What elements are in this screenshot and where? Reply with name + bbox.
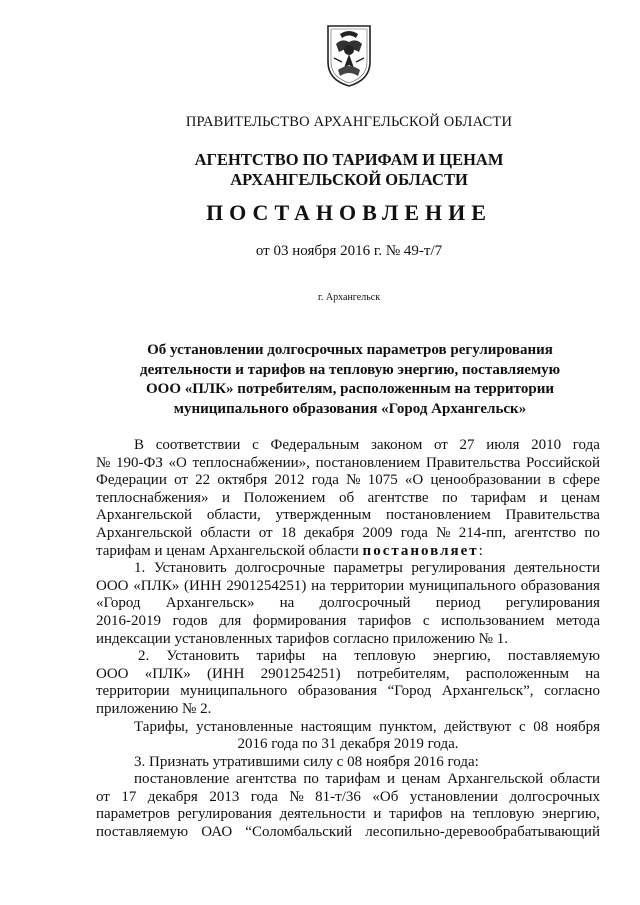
word: (ИНН [184, 577, 222, 594]
word: от [174, 472, 188, 489]
word: с [518, 718, 526, 735]
word: «Об [372, 788, 399, 805]
word: Архангельской [447, 771, 544, 788]
word: ценообразовании [430, 472, 541, 489]
word: «О [404, 472, 424, 489]
resolution-verb: постановляет [362, 542, 479, 559]
word: В [134, 437, 145, 453]
word: № [96, 454, 111, 471]
paragraph-line [96, 543, 600, 561]
word: долгосрочный [319, 595, 411, 612]
agency-name [0, 150, 640, 190]
word: регулирования [505, 595, 600, 612]
word: с [422, 612, 430, 629]
word: об [338, 489, 355, 506]
paragraph-line [96, 648, 600, 666]
word: № [289, 788, 304, 805]
word: период [435, 595, 481, 612]
word: 2013 [209, 788, 240, 805]
word: действуют [444, 718, 512, 735]
word: лесопильно-деревообрабатывающий [365, 824, 600, 841]
word: деятельности [514, 560, 600, 577]
word: 08 [533, 718, 549, 735]
word: тарифы [256, 648, 306, 665]
word: 2010 [531, 437, 562, 453]
word: 2901254251) [260, 665, 341, 682]
word: на [279, 595, 295, 612]
word: Архангельской [96, 507, 192, 524]
word: долгосрочных [509, 788, 600, 805]
word: октября [217, 472, 268, 489]
word: на [585, 665, 600, 682]
paragraph-line [96, 771, 600, 789]
paragraph-line [96, 472, 600, 490]
word: 190-ФЗ [115, 454, 163, 471]
paragraph-line [96, 824, 600, 842]
preamble-last-line: тарифам и ценам Архангельской области [96, 542, 359, 559]
resolution-colon: : [478, 542, 483, 559]
word: на [311, 577, 326, 594]
word: постановление [134, 771, 230, 788]
document-date-number: от 03 ноября 2016 г. № 49-т/7 [255, 243, 443, 259]
word: 214-пп, [458, 524, 507, 541]
word: теплоснабжении», [192, 454, 310, 471]
paragraph-line [96, 701, 600, 719]
paragraph-line [96, 560, 600, 578]
word: сфере [562, 472, 600, 489]
word: установлении [409, 788, 498, 805]
word: энергию, [542, 806, 600, 823]
word: года [572, 437, 600, 453]
word: энергию, [432, 648, 491, 665]
word: образования [297, 683, 377, 700]
word: № [436, 524, 451, 541]
word: в [548, 472, 556, 489]
word: области, [206, 507, 261, 524]
subject-line: деятельности и тарифов на тепловую энергию, поставляемую [140, 361, 561, 378]
word: годов [172, 612, 208, 629]
paragraph-item-2 [96, 648, 600, 701]
word: агентство [514, 524, 577, 541]
word: ноября [555, 718, 600, 735]
word: образования [520, 577, 600, 594]
word: законом [370, 437, 423, 453]
word: декабря [147, 788, 198, 805]
paragraph-line [96, 455, 600, 473]
word: «Город [96, 595, 141, 612]
word: для [219, 612, 242, 629]
word: от [96, 788, 110, 805]
word: метода [556, 612, 600, 629]
coat-of-arms-icon [322, 22, 376, 88]
word: деятельности [279, 806, 366, 823]
paragraph-tariffs-validity [96, 719, 600, 737]
subject-line: муниципального образования «Город Архангельск» [173, 400, 527, 417]
word: «О [168, 454, 187, 471]
word: согласно [544, 683, 600, 700]
word: ценам [561, 489, 600, 506]
word: регулирования [177, 806, 272, 823]
paragraph-line [96, 666, 600, 684]
agency-name-line: АГЕНТСТВО ПО ТАРИФАМ И ЦЕНАМ [194, 150, 504, 169]
word: № [346, 472, 361, 489]
word: с [252, 437, 259, 453]
word: и [222, 489, 231, 506]
word: поставляемую [507, 648, 600, 665]
word: 81-т/36 [315, 788, 361, 805]
item-1-last-line: индексации установленных тарифов согласно приложению № 1. [96, 630, 508, 647]
document-subject [140, 341, 560, 419]
paragraph-line [96, 736, 600, 754]
word: поставляемую [96, 824, 189, 841]
word: территории [96, 683, 170, 700]
subject-line: Об установлении долгосрочных параметров регулирования [147, 342, 553, 358]
word: ООО [96, 577, 129, 594]
word: от [433, 437, 448, 453]
paragraph-line [96, 578, 600, 596]
word: года [400, 524, 428, 541]
word: Правительства [425, 454, 521, 471]
word: на [322, 648, 338, 665]
word: параметры [333, 560, 403, 577]
word: Установить [153, 560, 227, 577]
word: декабря [304, 524, 355, 541]
paragraph-line [96, 754, 600, 772]
word: года [250, 788, 278, 805]
word: 18 [280, 524, 296, 541]
word: 2012 [274, 472, 305, 489]
word: использованием [441, 612, 545, 629]
word: от [258, 524, 273, 541]
word: «ПЛК» [144, 665, 191, 682]
paragraph-preamble [96, 437, 600, 543]
paragraph-line [96, 719, 600, 737]
word: Положением [243, 489, 326, 506]
item-2-last-line: приложению № 2. [96, 700, 212, 717]
word: тарифам [325, 771, 381, 788]
word: ООО [96, 665, 129, 682]
word: тепловую [354, 648, 416, 665]
word: 1075 [367, 472, 398, 489]
paragraph-line [96, 789, 600, 807]
government-name: ПРАВИТЕЛЬСТВО АРХАНГЕЛЬСКОЙ ОБЛАСТИ [185, 114, 513, 130]
word: по [442, 489, 458, 506]
document-body [96, 437, 600, 842]
word: теплоснабжения» [96, 489, 209, 506]
word: агентстве [367, 489, 429, 506]
word: года [311, 472, 339, 489]
word: тарифов [389, 806, 443, 823]
word: Федеральным [270, 437, 360, 453]
word: тепловую [472, 806, 535, 823]
word: 22 [195, 472, 211, 489]
word: соответствии [155, 437, 241, 453]
word: по [303, 771, 319, 788]
document-type: ПОСТАНОВЛЕНИЕ [206, 200, 492, 225]
paragraph-line [96, 525, 600, 543]
word: ОАО [201, 824, 233, 841]
paragraph-item-1 [96, 560, 600, 630]
word: агентства [235, 771, 297, 788]
word: утвержденным [275, 507, 372, 524]
word: формирования [252, 612, 347, 629]
item-3-text: 3. Признать утратившими силу с 08 ноября 2016 года: [134, 753, 479, 770]
word: постановлением [315, 454, 421, 471]
paragraph-line [96, 437, 600, 455]
word: установленные [196, 718, 294, 735]
word: (ИНН [206, 665, 245, 682]
word: территории [330, 577, 405, 594]
word: Архангельск» [165, 595, 255, 612]
word: 2016-2019 [96, 612, 161, 629]
tariffs-validity-last-line: 2016 года по 31 декабря 2019 года. [237, 736, 459, 753]
paragraph-line [96, 806, 600, 824]
word: Федерации [96, 472, 167, 489]
word: области [200, 524, 251, 541]
paragraph-line [96, 595, 600, 613]
paragraph-line [96, 507, 600, 525]
word: и [386, 771, 396, 788]
word: “Город [387, 683, 432, 700]
word: 2901254251) [226, 577, 307, 594]
word: “Соломбальский [245, 824, 353, 841]
word: расположенным [465, 665, 570, 682]
word: тарифов [357, 612, 412, 629]
word: Архангельской [96, 524, 192, 541]
word: по [584, 524, 600, 541]
word: 27 [459, 437, 475, 453]
word: 2. [138, 648, 150, 665]
word: Архангельск”, [441, 683, 534, 700]
word: «ПЛК» [133, 577, 180, 594]
word: настоящим [300, 718, 372, 735]
word: июля [486, 437, 520, 453]
word: потребителям, [356, 665, 450, 682]
word: 1. [134, 560, 146, 577]
word: муниципального [408, 577, 517, 594]
word: долгосрочные [235, 560, 325, 577]
word: Российской [526, 454, 600, 471]
word: тарифам [471, 489, 526, 506]
paragraph-line [96, 631, 600, 649]
word: области [549, 771, 600, 788]
word: 2009 [362, 524, 393, 541]
paragraph-line [96, 490, 600, 508]
word: регулирования [411, 560, 506, 577]
word: и [539, 489, 548, 506]
word: постановлением [385, 507, 491, 524]
paragraph-line [96, 683, 600, 701]
subject-line: ООО «ПЛК» потребителям, расположенным на территории [146, 381, 554, 397]
paragraph-line [96, 613, 600, 631]
document-city: г. Архангельск [317, 292, 381, 303]
word: Тарифы, [134, 718, 189, 735]
agency-name-line: АРХАНГЕЛЬСКОЙ ОБЛАСТИ [230, 170, 468, 189]
word: пунктом, [379, 718, 437, 735]
paragraph-repealed-act [96, 771, 600, 841]
word: Правительства [505, 507, 600, 524]
word: параметров [96, 806, 170, 823]
word: и [373, 806, 382, 823]
word: Установить [166, 648, 240, 665]
word: ценам [401, 771, 441, 788]
word: муниципального [180, 683, 288, 700]
word: 17 [121, 788, 137, 805]
word: на [450, 806, 465, 823]
